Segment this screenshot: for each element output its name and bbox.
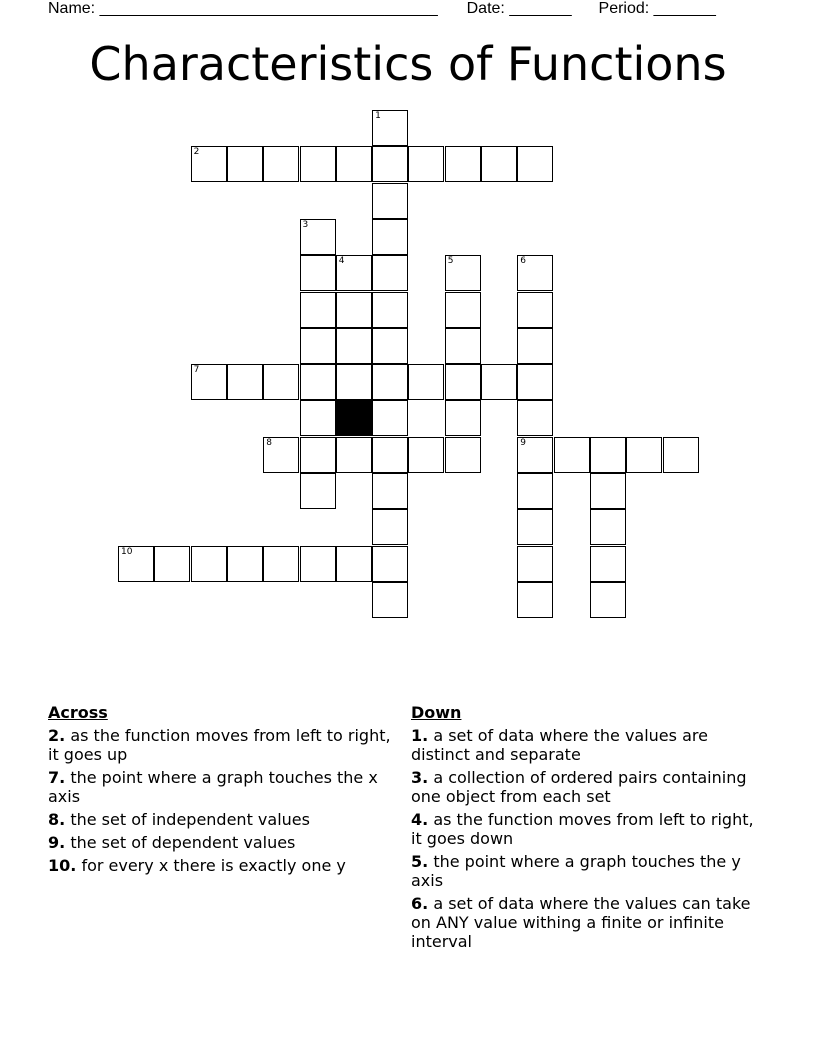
clue-down-4: 4. as the function moves from left to right, it goes down xyxy=(411,810,754,848)
grid-cell[interactable] xyxy=(227,146,263,182)
grid-cell[interactable] xyxy=(626,437,662,473)
grid-cell[interactable] xyxy=(517,146,553,182)
grid-cell[interactable] xyxy=(300,146,336,182)
grid-cell[interactable] xyxy=(590,437,626,473)
grid-cell[interactable] xyxy=(300,437,336,473)
grid-cell[interactable] xyxy=(372,183,408,219)
across-heading: Across xyxy=(48,703,108,722)
grid-cell[interactable] xyxy=(263,437,299,473)
grid-cell[interactable] xyxy=(408,146,444,182)
grid-cell[interactable] xyxy=(517,582,553,618)
clue-down-1: 1. a set of data where the values are distinct and separate xyxy=(411,726,708,764)
clue-number: 4 xyxy=(338,256,345,267)
grid-cell[interactable] xyxy=(300,364,336,400)
clue-number: 9 xyxy=(520,437,527,448)
grid-cell[interactable] xyxy=(300,219,336,255)
grid-cell[interactable] xyxy=(372,219,408,255)
blocked-cell xyxy=(336,400,372,436)
grid-cell[interactable] xyxy=(590,582,626,618)
grid-cell[interactable] xyxy=(590,509,626,545)
grid-cell[interactable] xyxy=(300,328,336,364)
clue-across-7: 7. the point where a graph touches the x axis xyxy=(48,768,378,806)
grid-cell[interactable] xyxy=(445,364,481,400)
grid-cell[interactable] xyxy=(663,437,699,473)
clue-number: 3 xyxy=(302,219,309,230)
grid-cell[interactable] xyxy=(517,292,553,328)
clue-down-5: 5. the point where a graph touches the y axis xyxy=(411,852,741,890)
grid-cell[interactable] xyxy=(517,437,553,473)
grid-cell[interactable] xyxy=(300,292,336,328)
across-clues xyxy=(48,703,393,879)
grid-cell[interactable] xyxy=(300,473,336,509)
grid-cell[interactable] xyxy=(263,546,299,582)
grid-cell[interactable] xyxy=(445,146,481,182)
grid-cell[interactable] xyxy=(517,328,553,364)
grid-cell[interactable] xyxy=(372,473,408,509)
clue-down-3: 3. a collection of ordered pairs containing one object from each set xyxy=(411,768,747,806)
grid-cell[interactable] xyxy=(445,437,481,473)
clue-number: 2 xyxy=(193,147,200,158)
grid-cell[interactable] xyxy=(517,255,553,291)
grid-cell[interactable] xyxy=(445,255,481,291)
clue-across-10: 10. for every x there is exactly one y xyxy=(48,856,346,875)
grid-cell[interactable] xyxy=(481,364,517,400)
grid-cell[interactable] xyxy=(372,110,408,146)
grid-cell[interactable] xyxy=(263,146,299,182)
grid-cell[interactable] xyxy=(191,146,227,182)
date-field[interactable]: Date: _______ xyxy=(466,0,572,17)
period-field[interactable]: Period: _______ xyxy=(598,0,716,17)
grid-cell[interactable] xyxy=(191,364,227,400)
clue-across-8: 8. the set of independent values xyxy=(48,810,310,829)
down-heading: Down xyxy=(411,703,462,722)
clue-across-2: 2. as the function moves from left to right, it goes up xyxy=(48,726,391,764)
grid-cell[interactable] xyxy=(372,437,408,473)
grid-cell[interactable] xyxy=(372,364,408,400)
clue-number: 5 xyxy=(447,256,454,267)
grid-cell[interactable] xyxy=(408,364,444,400)
down-clues xyxy=(411,703,756,955)
grid-cell[interactable] xyxy=(372,400,408,436)
name-field[interactable]: Name: ______________________________________ xyxy=(48,0,438,17)
grid-cell[interactable] xyxy=(263,364,299,400)
clue-across-9: 9. the set of dependent values xyxy=(48,833,296,852)
grid-cell[interactable] xyxy=(118,546,154,582)
grid-cell[interactable] xyxy=(554,437,590,473)
clue-down-6: 6. a set of data where the values can take on ANY value withing a finite or infinite interval xyxy=(411,894,751,951)
grid-cell[interactable] xyxy=(372,328,408,364)
grid-cell[interactable] xyxy=(408,437,444,473)
grid-cell[interactable] xyxy=(300,255,336,291)
grid-cell[interactable] xyxy=(227,546,263,582)
page-title: Characteristics of Functions xyxy=(89,37,727,91)
clue-number: 1 xyxy=(375,111,381,121)
grid-cell[interactable] xyxy=(372,292,408,328)
grid-cell[interactable] xyxy=(154,546,190,582)
grid-cell[interactable] xyxy=(445,292,481,328)
grid-cell[interactable] xyxy=(336,146,372,182)
grid-cell[interactable] xyxy=(372,146,408,182)
grid-cell[interactable] xyxy=(336,437,372,473)
grid-cell[interactable] xyxy=(227,364,263,400)
grid-cell[interactable] xyxy=(300,400,336,436)
grid-cell[interactable] xyxy=(336,546,372,582)
clue-number: 6 xyxy=(520,256,527,267)
grid-cell[interactable] xyxy=(517,509,553,545)
grid-cell[interactable] xyxy=(300,546,336,582)
grid-cell[interactable] xyxy=(191,546,227,582)
grid-cell[interactable] xyxy=(517,400,553,436)
grid-cell[interactable] xyxy=(517,473,553,509)
clue-number: 7 xyxy=(193,365,200,376)
grid-cell[interactable] xyxy=(372,255,408,291)
grid-cell[interactable] xyxy=(372,582,408,618)
grid-cell[interactable] xyxy=(372,509,408,545)
clue-number: 8 xyxy=(266,437,272,448)
grid-cell[interactable] xyxy=(445,328,481,364)
grid-cell[interactable] xyxy=(481,146,517,182)
grid-cell[interactable] xyxy=(590,473,626,509)
grid-cell[interactable] xyxy=(517,364,553,400)
grid-cell[interactable] xyxy=(336,328,372,364)
grid-cell[interactable] xyxy=(336,292,372,328)
grid-cell[interactable] xyxy=(445,400,481,436)
clue-number: 10 xyxy=(121,546,133,557)
grid-cell[interactable] xyxy=(590,546,626,582)
grid-cell[interactable] xyxy=(372,546,408,582)
grid-cell[interactable] xyxy=(517,546,553,582)
grid-cell[interactable] xyxy=(336,255,372,291)
grid-cell[interactable] xyxy=(336,364,372,400)
